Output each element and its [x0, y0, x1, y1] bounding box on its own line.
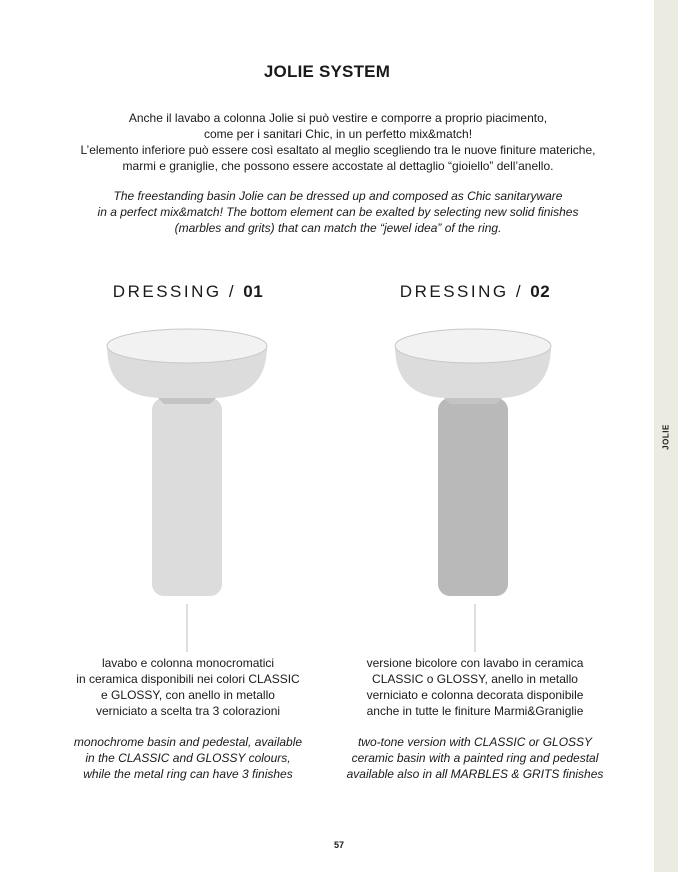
dressing-01-description-italian: [58, 655, 318, 719]
intro-en-line: in a perfect mix&match! The bottom element can be exalted by selecting new solid finishes: [97, 205, 579, 219]
desc-line: monochrome basin and pedestal, available: [73, 735, 303, 749]
desc-line: versione bicolore con lavabo in ceramica: [366, 656, 584, 670]
intro-italian: [40, 110, 636, 174]
intro-it-line: marmi e graniglie, che possono essere accostate al dettaglio “gioiello” dell’anello.: [122, 159, 554, 173]
metal-ring: [158, 398, 216, 404]
title-bold: SYSTEM: [318, 62, 391, 81]
desc-line: CLASSIC o GLOSSY, anello in metallo: [372, 672, 578, 686]
basin-rim: [395, 329, 551, 363]
desc-line: while the metal ring can have 3 finishes: [83, 767, 293, 781]
desc-line: ceramic basin with a painted ring and pedestal: [351, 751, 599, 765]
intro-it-line: Anche il lavabo a colonna Jolie si può vestire e comporre a proprio piacimento,: [128, 111, 548, 125]
dressing-number: 02: [530, 282, 551, 301]
desc-line: e GLOSSY, con anello in metallo: [101, 688, 275, 702]
pedestal-column: [438, 398, 508, 596]
dressing-number: 01: [243, 282, 264, 301]
dressing-01-description-english: [58, 734, 318, 782]
dressing-02-illustration: [390, 318, 560, 658]
desc-line: available also in all MARBLES & GRITS finishes: [346, 767, 604, 781]
dressing-01-title: [88, 282, 288, 302]
desc-line: verniciato e colonna decorata disponibile: [366, 688, 584, 702]
sidebar-section-label: JOLIE: [661, 424, 671, 450]
intro-en-line: The freestanding basin Jolie can be dressed up and composed as Chic sanitaryware: [113, 189, 563, 203]
page-number: 57: [333, 840, 344, 850]
intro-english: [40, 188, 636, 236]
metal-ring: [444, 398, 502, 404]
dressing-label: DRESSING /: [399, 282, 524, 301]
dressing-02-title: [375, 282, 575, 302]
desc-line: in ceramica disponibili nei colori CLASSIC: [76, 672, 300, 686]
basin-rim: [107, 329, 267, 363]
desc-line: lavabo e colonna monocromatici: [101, 656, 275, 670]
dressing-label: DRESSING /: [112, 282, 237, 301]
dressing-02-description-english: [345, 734, 605, 782]
dressing-02-description-italian: [345, 655, 605, 719]
intro-en-line: (marbles and grits) that can match the “jewel idea” of the ring.: [174, 221, 502, 235]
intro-it-line: L’elemento inferiore può essere così esaltato al meglio scegliendo tra le nuove finiture materiche,: [80, 143, 596, 157]
desc-line: anche in tutte le finiture Marmi&Graniglie: [366, 704, 584, 718]
pedestal-column: [152, 398, 222, 596]
page-title: [0, 62, 654, 82]
desc-line: in the CLASSIC and GLOSSY colours,: [85, 751, 291, 765]
desc-line: verniciato a scelta tra 3 colorazioni: [95, 704, 281, 718]
title-regular: JOLIE: [263, 62, 315, 81]
desc-line: two-tone version with CLASSIC or GLOSSY: [357, 735, 593, 749]
dressing-01-illustration: [102, 318, 272, 658]
intro-it-line: come per i sanitari Chic, in un perfetto mix&match!: [203, 127, 473, 141]
